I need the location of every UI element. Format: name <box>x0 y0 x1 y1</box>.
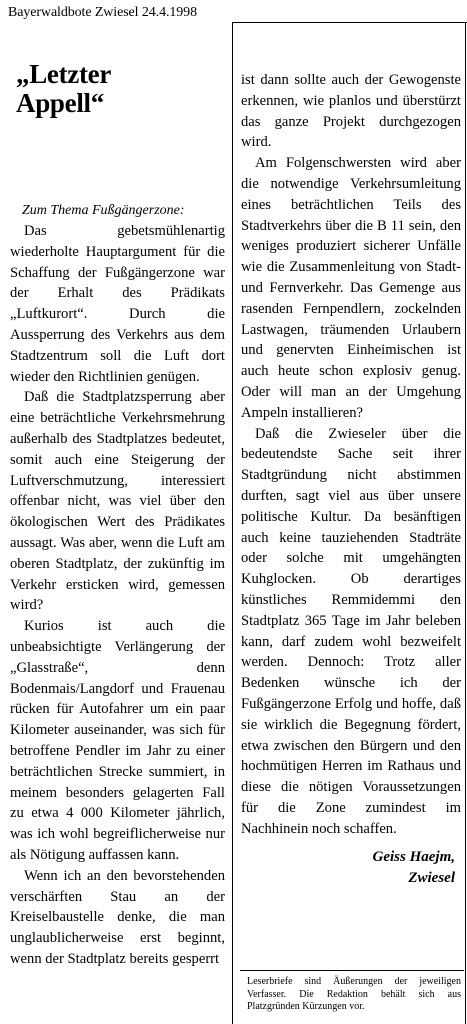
signature-place: Zwiesel <box>408 870 455 887</box>
right-body <box>241 70 461 839</box>
top-rule <box>232 22 467 23</box>
right-border <box>465 22 466 1024</box>
headline-line-1: „Letzter <box>16 59 112 89</box>
paragraph: Daß die Zwieseler über die bedeutendste Sache seit ihrer Stadtgründung nicht abstimmen durften, sagt viel aus über unsere politische Kultur. Da besänftigen auch keine tauziehenden Stadträte oder solche mit umgehängten Kuhglocken. Ob derartiges künstliches Remmidemmi den Stadtplatz 365 Tage im Jahr beleben kann, darf zudem wohl bezweifelt werden. Dennoch: Trotz aller Bedenken wünsche ich der Fußgängerzone Erfolg und hoffe, daß sie wirklich die Begegnung fördert, etwa zwischen den Bürgern und den hochmütigen Herren im Rathaus und diese die nötigen Voraussetzungen für die Zone zumindest im Nachhinein noch schaffen. <box>241 425 461 837</box>
footnote-rule <box>240 970 464 971</box>
source-line: Bayerwaldbote Zwiesel 24.4.1998 <box>8 5 197 20</box>
paragraph: Wenn ich an den bevorstehenden verschärften Stau an der Kreiselbaustelle denke, die man unglaublicherweise erst beginnt, wenn der Stadtplatz bereits gesperrt <box>10 867 225 967</box>
headline <box>16 60 225 134</box>
paragraph: Das gebetsmühlenartig wiederholte Hauptargument für die Schaffung der Fußgängerzone war der Erhalt des Prädikats „Luftkurort“. Durch die Aussperrung des Verkehrs aus dem Stadtzentrum soll die Luft dort wieder den Richtlinien genügen. <box>10 223 225 385</box>
headline-line-2: Appell“ <box>16 88 104 119</box>
left-body <box>10 221 225 970</box>
column-divider <box>232 22 233 1024</box>
left-column <box>10 60 225 970</box>
paragraph: Daß die Stadtplatzsperrung aber eine beträchtliche Verkehrsmehrung außerhalb des Stadtplatzes bedeutet, somit auch eine Steigerung der Luftverschmutzung, interessiert offenbar nicht, was viel über den ökologischen Wert des Prädikates aussagt. Was aber, wenn die Luft am oberen Stadtplatz, der zukünftig im Verkehr ersticken wird, gemessen wird? <box>10 389 225 614</box>
paragraph: ist dann sollte auch der Gewogenste erkennen, wie planlos und überstürzt das ganze Projekt durchgezogen wird. <box>241 72 461 151</box>
paragraph: Am Folgenschwersten wird aber die notwendige Verkehrsumleitung eines beträchtlichen Teils des Stadtverkehrs über die B 11 sein, den weniges produziert sicherer Unfälle wie die Zusammenleitung von Stadt- und Fernverkehr. Das Gemenge aus rasenden Fernpendlern, zockelnden Lastwagen, träumenden Urlaubern und genervten Einheimischen ist auch heute schon explosiv genug. Oder will man an der Umgehung Ampeln installieren? <box>241 155 461 421</box>
paragraph: Kurios ist auch die unbeabsichtigte Verlängerung der „Glasstraße“, denn Bodenmais/Langdorf und Frauenau rücken für Autofahrer um ein paar Kilometer auseinander, was sich für betroffene Pendler im Jahr zu einer beträchtlichen Strecke summiert, in meinem besonders gelagerten Fall zu etwa 4 000 Kilometer jährlich, was ich wohl begreiflicherweise nur als Nötigung auffassen kann. <box>10 618 225 863</box>
signature-name: Geiss Haejm, <box>372 849 455 866</box>
signature <box>241 847 461 889</box>
editorial-footnote: Leserbriefe sind Äußerungen der jeweiligen Verfasser. Die Redaktion behält sich aus Platzgründen Kürzungen vor. <box>247 976 461 1012</box>
right-column <box>241 70 461 889</box>
topic-line: Zum Thema Fußgängerzone: <box>22 203 185 218</box>
